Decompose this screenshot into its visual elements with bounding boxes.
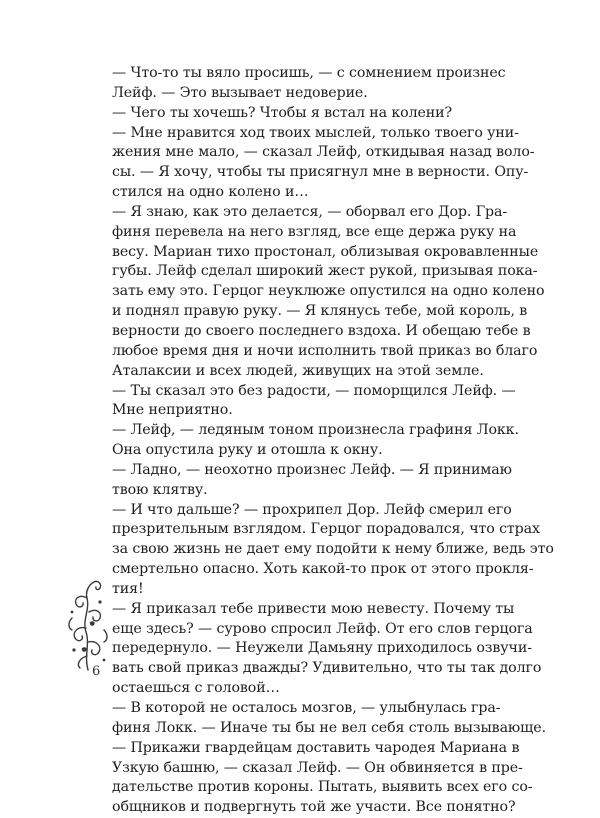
text-line: и поднял правую руку. — Я клянусь тебе, мой король, в (112, 303, 528, 320)
text-line: зать ему это. Герцог неуклюже опустился на одно колено (112, 283, 545, 300)
text-line: — Мне нравится ход твоих мыслей, только твоего уни- (112, 124, 519, 141)
text-line: верности до своего последнего вздоха. И обещаю тебе в (112, 322, 531, 339)
text-line: Лейф. — Это вызывает недоверие. (112, 84, 368, 101)
text-line: Мне неприятно. (112, 402, 233, 419)
text-line: — Прикажи гвардейцам доставить чародея Мариана в (112, 739, 520, 756)
text-line: — И что дальше? — прохрипел Дор. Лейф смерил его (112, 501, 512, 518)
text-line: Она опустила руку и отошла к окну. (112, 442, 383, 459)
text-line: стился на одно колено и… (112, 184, 309, 201)
text-line: губы. Лейф сделал широкий жест рукой, призывая пока- (112, 263, 538, 280)
text-line: финя перевела на него взгляд, все еще держа руку на (112, 223, 517, 240)
text-line: еще здесь? — сурово спросил Лейф. От его слов герцога (112, 620, 533, 637)
text-line: — Чего ты хочешь? Чтобы я встал на колени? (112, 104, 453, 121)
text-line: — Что-то ты вяло просишь, — с сомнением произнес (112, 65, 506, 81)
text-line: остаешься с головой… (112, 680, 280, 697)
text-line: — Я приказал тебе привести мою невесту. Почему ты (112, 600, 515, 617)
text-line: передернуло. — Неужели Дамьяну приходилось озвучи- (112, 640, 532, 657)
text-line: общников и подвергнуть той же участи. Все понятно? (112, 799, 516, 816)
text-line: смертельно опасно. Хоть какой-то прок от этого прокля- (112, 561, 534, 578)
text-line: — Лейф, — ледяным тоном произнесла графиня Локк. (112, 422, 519, 439)
text-line: Узкую башню, — сказал Лейф. — Он обвиняется в пре- (112, 759, 523, 776)
text-line: Аталаксии и всех людей, живущих на этой земле. (112, 362, 484, 379)
text-line: любое время дня и ночи исполнить твой приказ во благо (112, 342, 538, 359)
text-line: твою клятву. (112, 481, 208, 498)
text-line: сы. — Я хочу, чтобы ты присягнул мне в верности. Опу- (112, 164, 529, 181)
text-line: весу. Мариан тихо простонал, облизывая окровавленные (112, 243, 539, 260)
text-line: — Ладно, — неохотно произнес Лейф. — Я принимаю (112, 461, 512, 478)
text-line: — Я знаю, как это делается, — оборвал его Дор. Гра- (112, 203, 508, 220)
text-line: жения мне мало, — сказал Лейф, откидывая назад воло- (112, 144, 535, 161)
text-line: финя Локк. — Иначе ты бы не вел себя столь вызывающе. (112, 719, 546, 736)
text-line: — Ты сказал это без радости, — поморщился Лейф. — (112, 382, 516, 399)
floral-vignette-icon (60, 578, 116, 674)
page-number: 6 (92, 664, 101, 679)
body-text (112, 64, 554, 818)
text-line: презрительным взглядом. Герцог порадовался, что страх (112, 521, 540, 538)
text-line: тия! (112, 580, 144, 597)
text-line: дательстве против короны. Пытать, выявить всех его со- (112, 779, 533, 796)
text-line: за свою жизнь не дает ему подойти к нему ближе, ведь это (112, 541, 554, 558)
text-line: — В которой не осталось мозгов, — улыбнулась гра- (112, 700, 501, 716)
text-line: вать свой приказ дважды? Удивительно, что ты так долго (112, 660, 542, 677)
